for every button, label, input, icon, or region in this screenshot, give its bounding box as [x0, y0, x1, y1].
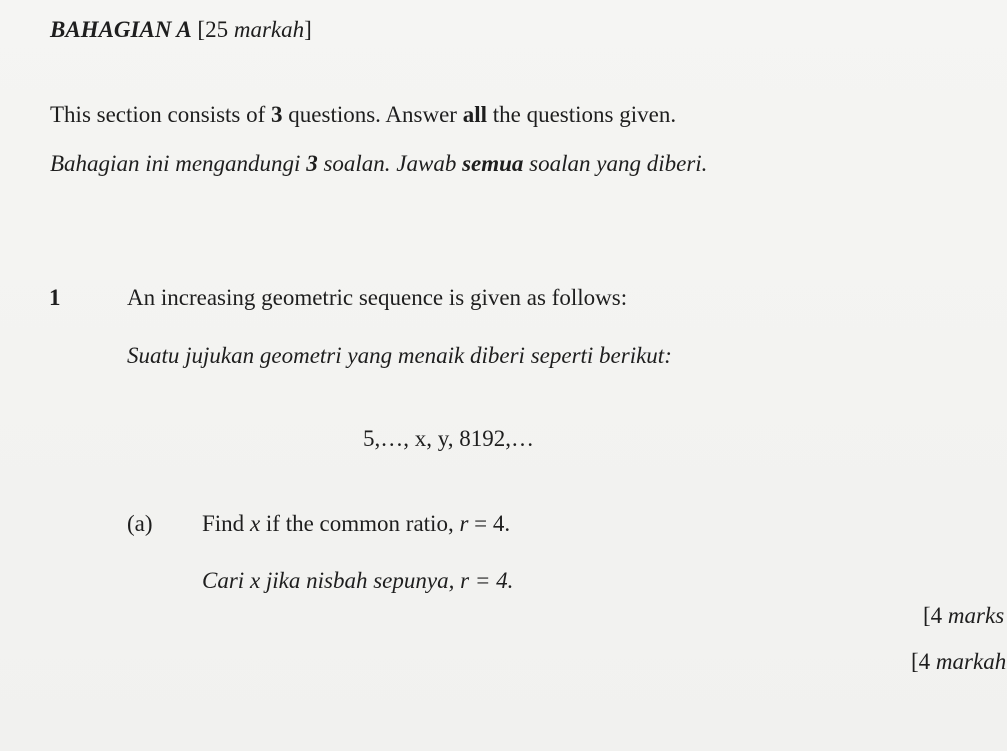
section-marks-close: ] — [304, 17, 312, 42]
instructions-english-mid: questions. Answer — [282, 102, 463, 127]
marks-english — [923, 602, 1004, 630]
instructions-english-all: all — [462, 102, 487, 127]
section-marks-word: markah — [233, 17, 305, 42]
part-a-malay — [202, 567, 513, 595]
part-label: (a) — [127, 511, 153, 536]
instructions-english-post: the questions given. — [487, 102, 677, 127]
instructions-english — [50, 101, 676, 129]
part-a-english-ratio-symbol: r — [459, 511, 469, 536]
instructions-english-pre: This section consists of — [50, 102, 272, 127]
section-title: BAHAGIAN A — [50, 17, 192, 42]
section-header — [50, 16, 312, 44]
question-number: 1 — [49, 285, 61, 310]
part-a-malay-ratio-value: = 4. — [469, 568, 514, 593]
instructions-malay-post: soalan yang diberi. — [523, 151, 708, 176]
instructions-malay-mid: soalan. Jawab — [317, 151, 463, 176]
marks-malay — [911, 648, 1006, 676]
part-a-malay-post: jika nisbah sepunya, — [260, 568, 461, 593]
part-a-english-ratio-value: = 4. — [468, 511, 511, 536]
marks-malay-word: markah — [935, 649, 1007, 674]
instructions-malay-pre: Bahagian ini mengandungi — [50, 151, 307, 176]
geometric-sequence: 5,…, x, y, 8192,… — [363, 426, 535, 451]
instructions-malay-all: semua — [462, 151, 524, 176]
question-stem-malay: Suatu jujukan geometri yang menaik diberi seperti berikut: — [127, 343, 672, 368]
part-a-english-post: if the common ratio, — [260, 511, 460, 536]
instructions-malay-count: 3 — [306, 151, 318, 176]
section-marks-open: [25 — [197, 17, 234, 42]
instructions-english-count: 3 — [271, 102, 283, 127]
part-a-english-variable: x — [249, 511, 261, 536]
part-a-english-pre: Find — [202, 511, 250, 536]
question-stem-english: An increasing geometric sequence is given as follows: — [127, 285, 628, 310]
part-a-english — [202, 510, 510, 538]
instructions-malay — [50, 150, 707, 178]
marks-english-word: marks — [947, 603, 1005, 628]
part-a-malay-ratio-symbol: r — [460, 568, 470, 593]
marks-english-pre: [4 — [923, 603, 948, 628]
part-a-malay-variable: x — [249, 568, 261, 593]
part-a-malay-pre: Cari — [202, 568, 250, 593]
marks-malay-pre: [4 — [911, 649, 936, 674]
